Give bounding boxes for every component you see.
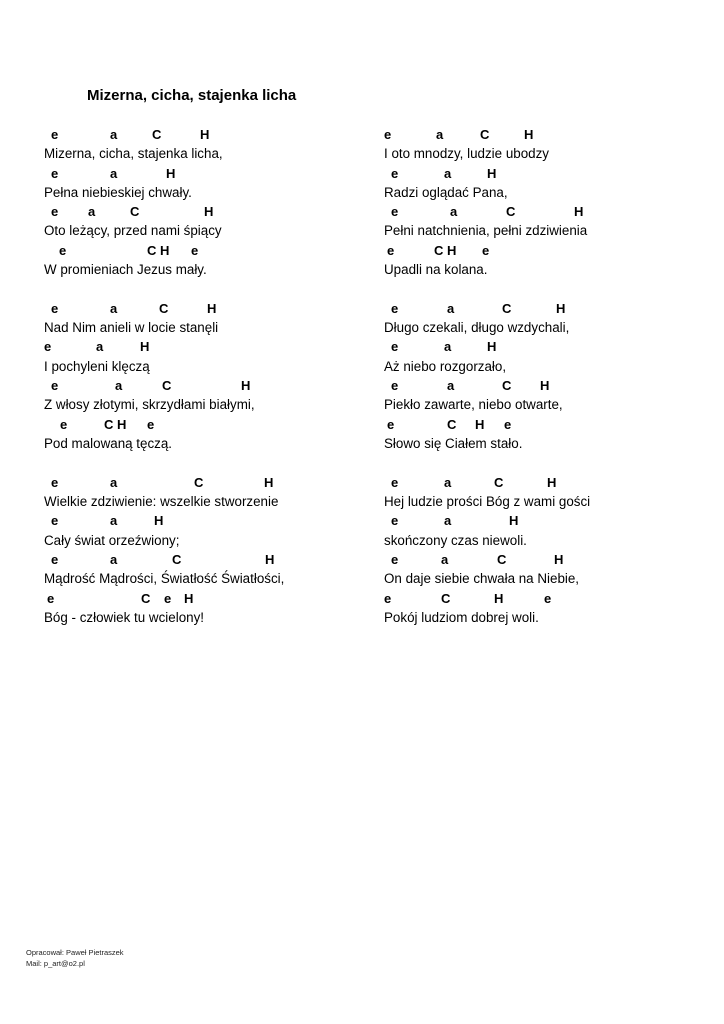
chord: a <box>110 551 118 567</box>
chord: a <box>110 165 118 181</box>
lyric-line: Pełna niebieskiej chwały. <box>44 184 192 200</box>
chord: C <box>502 300 512 316</box>
chord: e <box>391 165 399 181</box>
chord-line <box>384 473 714 492</box>
chord: a <box>110 300 118 316</box>
chord: H <box>494 590 504 606</box>
lyric-line: Upadli na kolana. <box>384 262 488 278</box>
chord: C H <box>147 242 170 258</box>
chord-line <box>44 337 374 356</box>
chord: e <box>164 590 172 606</box>
chord-line <box>44 376 374 395</box>
left-column <box>44 125 374 647</box>
lyric-line: Z włosy złotymi, skrzydłami białymi, <box>44 397 255 413</box>
chord: a <box>444 513 452 529</box>
lyric-line: Bóg - człowiek tu wcielony! <box>44 609 205 625</box>
chord-line <box>384 415 714 434</box>
chord: C <box>194 474 204 490</box>
chord: H <box>524 127 534 142</box>
chord: H <box>556 300 566 316</box>
chord: a <box>447 378 455 394</box>
lyric-line: On daje siebie chwała na Niebie, <box>384 571 580 587</box>
chord: e <box>51 378 59 394</box>
footer <box>26 947 124 969</box>
chord: e <box>544 590 552 606</box>
chord: a <box>450 204 458 220</box>
chord: a <box>110 127 118 142</box>
chord: C H <box>104 416 127 432</box>
chord: H <box>207 300 217 316</box>
chord: e <box>391 378 399 394</box>
chord: H <box>140 339 150 355</box>
chord: H <box>184 590 194 606</box>
lyric-line: Wielkie zdziwienie: wszelkie stworzenie <box>44 494 279 510</box>
chord: a <box>444 339 452 355</box>
chord: e <box>60 416 68 432</box>
chord: e <box>482 242 490 258</box>
chord: a <box>110 474 118 490</box>
chord: a <box>110 513 118 529</box>
lyric-line: Długo czekali, długo wzdychali, <box>384 320 570 336</box>
lyric-line: I oto mnodzy, ludzie ubodzy <box>384 146 549 162</box>
chord-line <box>44 589 374 608</box>
chord: e <box>391 300 399 316</box>
chord-line <box>384 376 714 395</box>
footer-mail: Mail: p_art@o2.pl <box>26 959 85 968</box>
lyric-line: Hej ludzie prości Bóg z wami gości <box>384 494 591 510</box>
chord: a <box>96 339 104 355</box>
chord: H <box>475 416 485 432</box>
chord: H <box>264 474 274 490</box>
chord: H <box>265 551 275 567</box>
chord-line <box>44 550 374 569</box>
chord-line <box>44 511 374 530</box>
chord: C H <box>434 242 457 258</box>
chord: C <box>130 204 140 220</box>
chord: a <box>444 474 452 490</box>
footer-author: Opracował: Paweł Pietraszek <box>26 948 124 957</box>
chord: H <box>154 513 164 529</box>
lyric-line: I pochyleni klęczą <box>44 358 150 374</box>
chord: C <box>172 551 182 567</box>
lyric-line: Oto leżący, przed nami śpiący <box>44 223 222 239</box>
chord: e <box>47 590 55 606</box>
chord: e <box>147 416 155 432</box>
chord-line <box>384 299 714 318</box>
chord-line <box>384 511 714 530</box>
chord: e <box>391 474 399 490</box>
chord: e <box>51 474 59 490</box>
chord: C <box>159 300 169 316</box>
chord: e <box>391 551 399 567</box>
chord: C <box>441 590 451 606</box>
chord-line <box>44 415 374 434</box>
chord: C <box>502 378 512 394</box>
chord: e <box>51 165 59 181</box>
chord: e <box>51 300 59 316</box>
chord: e <box>387 416 395 432</box>
chord: H <box>200 127 210 142</box>
verse <box>44 299 374 453</box>
right-column <box>384 125 714 647</box>
chord: e <box>504 416 512 432</box>
chord: a <box>88 204 96 220</box>
chord: C <box>494 474 504 490</box>
song-title: Mizerna, cicha, stajenka licha <box>87 87 297 104</box>
chord: e <box>59 242 67 258</box>
chord: a <box>444 165 452 181</box>
chord: e <box>384 127 392 142</box>
chord-line <box>384 337 714 356</box>
chord-line <box>44 299 374 318</box>
lyric-line: Pełni natchnienia, pełni zdziwienia <box>384 223 588 239</box>
lyric-line: Aż niebo rozgorzało, <box>384 358 507 374</box>
chord: e <box>44 339 52 355</box>
chord-line <box>44 241 374 260</box>
lyric-line: skończony czas niewoli. <box>384 532 527 548</box>
verse <box>44 125 374 279</box>
chord: H <box>540 378 550 394</box>
lyric-line: Pod malowaną tęczą. <box>44 435 173 451</box>
lyric-line: Radzi oglądać Pana, <box>384 184 508 200</box>
chord: H <box>487 165 497 181</box>
lyric-line: Mądrość Mądrości, Światłość Światłości, <box>44 571 285 587</box>
chord: H <box>166 165 176 181</box>
verse <box>384 299 714 453</box>
chord: C <box>480 127 490 142</box>
chord: a <box>441 551 449 567</box>
chord: C <box>506 204 516 220</box>
chord: H <box>509 513 519 529</box>
chord-line <box>384 241 714 260</box>
chord: e <box>391 339 399 355</box>
chord: C <box>447 416 457 432</box>
chord-line <box>44 125 374 144</box>
chord-line <box>44 473 374 492</box>
lyric-line: Pokój ludziom dobrej woli. <box>384 609 539 625</box>
lyric-line: Cały świat orzeźwiony; <box>44 532 180 548</box>
chord: e <box>51 127 59 142</box>
chord: C <box>162 378 172 394</box>
chord: H <box>574 204 584 220</box>
lyric-line: Piekło zawarte, niebo otwarte, <box>384 397 563 413</box>
chord: a <box>115 378 123 394</box>
chord: e <box>51 551 59 567</box>
chord: H <box>487 339 497 355</box>
chord-line <box>44 202 374 221</box>
chord-line <box>44 164 374 183</box>
chord-line <box>384 589 714 608</box>
chord: e <box>391 204 399 220</box>
chord-line <box>384 125 714 144</box>
lyric-line: Mizerna, cicha, stajenka licha, <box>44 146 223 162</box>
chord: e <box>191 242 199 258</box>
chord: C <box>497 551 507 567</box>
chord: a <box>447 300 455 316</box>
verse <box>384 125 714 279</box>
chord: e <box>384 590 392 606</box>
lyric-line: Słowo się Ciałem stało. <box>384 435 523 451</box>
verse <box>44 473 374 627</box>
chord: e <box>391 513 399 529</box>
chord: H <box>547 474 557 490</box>
chord: H <box>554 551 564 567</box>
chord: e <box>387 242 395 258</box>
chord: a <box>436 127 444 142</box>
chord: e <box>51 204 59 220</box>
chord: H <box>204 204 214 220</box>
chord: e <box>51 513 59 529</box>
chord-line <box>384 550 714 569</box>
lyric-line: Nad Nim anieli w locie stanęli <box>44 320 219 336</box>
chord: H <box>241 378 251 394</box>
chord: C <box>141 590 151 606</box>
chord-line <box>384 202 714 221</box>
lyric-line: W promieniach Jezus mały. <box>44 262 207 278</box>
verse <box>384 473 714 627</box>
chord: C <box>152 127 162 142</box>
chord-line <box>384 164 714 183</box>
